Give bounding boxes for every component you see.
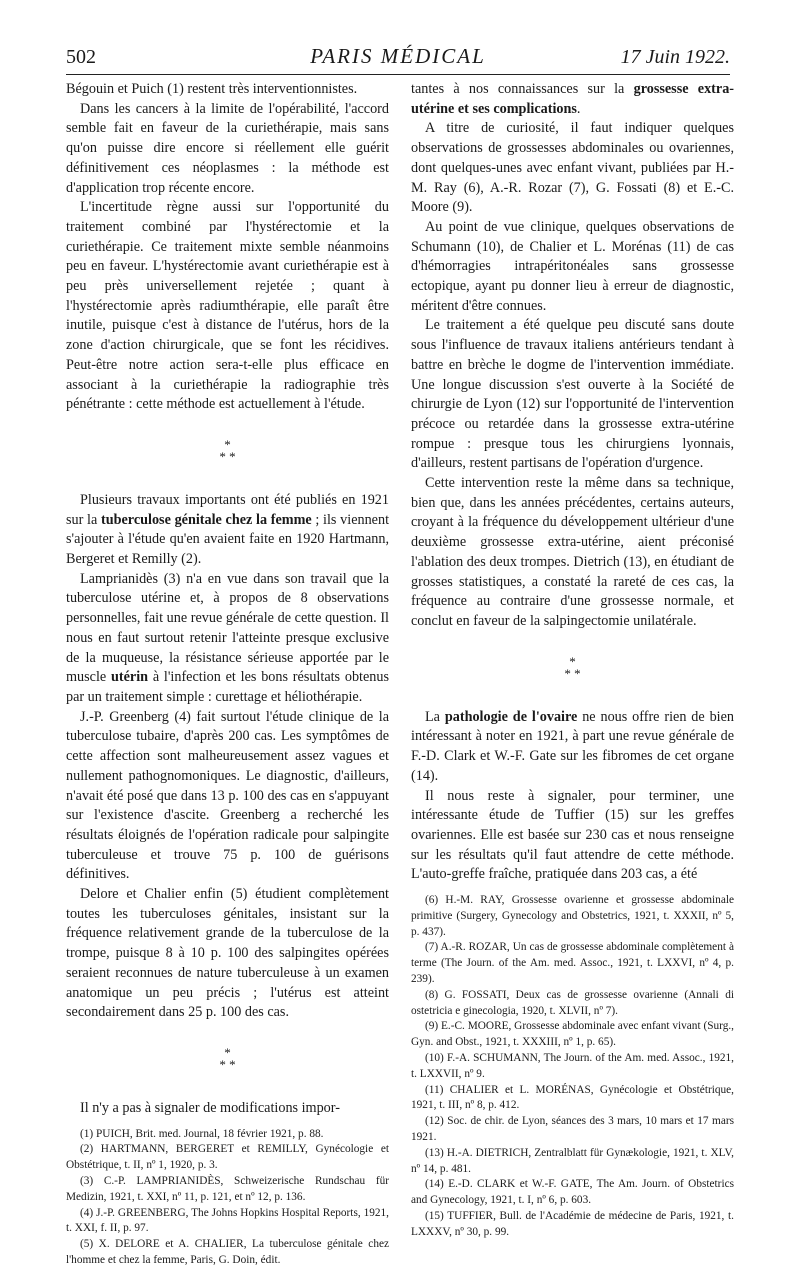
page-number: 502 — [66, 46, 96, 68]
paragraph: Il n'y a pas à signaler de modifications impor- — [80, 1099, 340, 1116]
footnote: (4) J.-P. GREENBERG, The Johns Hopkins Hospital Reports, 1921, t. XXI, f. II, p. 97. — [66, 1206, 389, 1235]
footnote: (7) A.-R. ROZAR, Un cas de grossesse abdominale complètement à terme (The Journ. of the Am. med. Assoc., 1921, t. LXXVI, nº 4, p. 239). — [411, 941, 734, 985]
paragraph: tantes à nos connaissances sur la grossesse extra-utérine et ses complications. — [411, 81, 735, 117]
paragraph: Le traitement a été quelque peu discuté sans doute sous l'influence de travaux italiens antérieurs tendant à battre en brèche le dogme de l'intervention immédiate. Une longue discussion s'est ouverte à la Société de chirurgie de Lyon (12) sur l'opportunité de l'intervention précoce ou retardée dans la grossesse extra-utérine rompue : presque tous les chirurgiens lyonnais, d'ailleurs, restent partisans de l'opération d'urgence. — [411, 317, 734, 472]
left-column — [66, 80, 389, 1269]
footnote: (10) F.-A. SCHUMANN, The Journ. of the Am. med. Assoc., 1921, t. LXXVII, nº 9. — [411, 1051, 734, 1080]
paragraph: Lamprianidès (3) n'a en vue dans son travail que la tuberculose utérine et, à propos de 8 observations personnelles, fait une revue générale de cette question. Il nous en faut surtout retenir l'atteinte presque exclusive de la muqueuse, la résistance sérieuse apportée par le muscle utérin à l'infection et les bons résultats obtenus par un traitement simple : curettage et héliothérapie. — [66, 570, 390, 705]
paragraph: Delore et Chalier enfin (5) étudient complètement toutes les tuberculoses génitales, insistant sur la fréquence relativement grande de la tuberculose de la trompe, puisque 8 à 10 p. 100 des salpingites opérées seraient reconnues de nature tuberculeuse à un examen anatomique un peu précis ; l'utérus est atteint secondairement dans 25 p. 100 des cas. — [66, 886, 389, 1021]
paragraph: Dans les cancers à la limite de l'opérabilité, l'accord semble fait en faveur de la curiethérapie, mais sans qu'on puisse dire encore si réellement elle guérit définitivement ces néoplasmes : la méthode est d'application trop récente encore. — [66, 100, 389, 196]
section-ornament: * * * — [219, 1044, 236, 1072]
journal-title: PARIS MÉDICAL — [310, 44, 486, 68]
section-ornament: * * * — [564, 653, 581, 681]
paragraph: Bégouin et Puich (1) restent très interventionnistes. — [66, 81, 358, 97]
footnote: (1) PUICH, Brit. med. Journal, 18 février 1921, p. 88. — [80, 1127, 324, 1140]
footnote: (14) E.-D. CLARK et W.-F. GATE, The Am. Journ. of Obstetrics and Gynecology, 1921, t. I, nº 6, p. 603. — [411, 1178, 734, 1207]
paragraph: A titre de curiosité, il faut indiquer quelques observations de grossesses abdominales ou ovariennes, dont quelques-unes avec enfant vivant, publiées par H.-M. Ray (6), A.-R. Rozar (7), G. Fossati (8) et E.-C. Moore (9). — [411, 120, 734, 216]
paragraph: Au point de vue clinique, quelques observations de Schumann (10), de Chalier et L. Morénas (11) de cas d'hémorragies intrapéritonéales sans grossesse ectopique, ayant pu donner lieu à erreur de diagnostic, méritent d'être connues. — [411, 218, 734, 314]
footnote: (2) HARTMANN, BERGERET et REMILLY, Gynécologie et Obstétrique, t. II, nº 1, 1920, p. 3. — [66, 1143, 389, 1172]
footnote: (6) H.-M. RAY, Grossesse ovarienne et grossesse abdominale primitive (Surgery, Gynecology and Obstetrics, 1921, t. XXXII, nº 5, p. 437). — [411, 894, 734, 938]
paragraph: La pathologie de l'ovaire ne nous offre rien de bien intéressant à noter en 1921, à part une revue générale de F.-D. Clark et W.-F. Gate sur les fibromes de cet organe (14). — [411, 708, 734, 784]
footnote: (11) CHALIER et L. MORÉNAS, Gynécologie et Obstétrique, 1921, t. III, nº 8, p. 412. — [411, 1083, 734, 1112]
footnotes — [66, 1127, 389, 1269]
paragraph: Cette intervention reste la même dans sa technique, bien que, dans les années précédentes, certains auteurs, croyant à la fréquence du développement ultérieur d'une deuxième grossesse extra-utérine, aient préconisé l'ablation des deux trompes. Dietrich (13), en étudiant de grosses statistiques, a constaté la rareté de ces cas, la fréquence au contraire d'une grossesse normale, et conclut en faveur de la salpingectomie unilatérale. — [411, 475, 734, 629]
paragraph: J.-P. Greenberg (4) fait surtout l'étude clinique de la tuberculose tubaire, d'après 200 cas. Les symptômes de cette affection sont malheureusement assez vagues et nullement pathognomoniques. Le diagnostic, d'ailleurs, n'avait été posé que dans 13 p. 100 des cas en s'appuyant sur l'existence d'ascite. Greenberg a recherché les résultats éloignés de l'opération radicale pour salpingite tuberculeuse et trouve 75 p. 100 de guérisons définitives. — [66, 708, 389, 883]
section-ornament: * * * — [219, 436, 236, 464]
footnotes — [411, 893, 734, 1241]
footnote: (15) TUFFIER, Bull. de l'Académie de médecine de Paris, 1921, t. LXXXV, nº 30, p. 99. — [411, 1209, 734, 1238]
footnote: (5) X. DELORE et A. CHALIER, La tuberculose génitale chez l'homme et chez la femme, Paris, G. Doin, édit. — [66, 1238, 389, 1267]
footnote: (12) Soc. de chir. de Lyon, séances des 3 mars, 10 mars et 17 mars 1921. — [411, 1115, 734, 1143]
footnote: (8) G. FOSSATI, Deux cas de grossesse ovarienne (Annali di ostetricia e ginecologia, 1920, t. XLVII, nº 7). — [411, 988, 734, 1017]
paragraph: Il nous reste à signaler, pour terminer, une intéressante étude de Tuffier (15) sur les greffes ovariennes. Elle est basée sur 230 cas et nous renseigne sur les résultats qu'il faut attendre de cette méthode. L'auto-greffe fraîche, pratiquée dans 203 cas, a été — [411, 787, 734, 883]
running-header — [66, 44, 730, 75]
footnote: (9) E.-C. MOORE, Grossesse abdominale avec enfant vivant (Surg., Gyn. and Obst., 1921, t. XXXIII, nº 1, p. 65). — [411, 1020, 734, 1049]
right-column — [411, 80, 734, 1241]
paragraph: Plusieurs travaux importants ont été publiés en 1921 sur la tuberculose génitale chez la femme ; ils viennent s'ajouter à l'étude qu'en avaient faite en 1920 Hartmann, Bergeret et Remilly (2). — [66, 491, 390, 568]
issue-date: 17 Juin 1922. — [620, 46, 730, 68]
footnote: (3) C.-P. LAMPRIANIDÈS, Schweizerische Rundschau für Medizin, 1921, t. XXI, nº 11, p. 121, et nº 12, p. 136. — [66, 1175, 389, 1203]
paragraph: L'incertitude règne aussi sur l'opportunité du traitement combiné par l'hystérectomie et la curiethérapie. Ce traitement mixte semble néanmoins peu en faveur. L'hystérectomie avant curiethérapie est à peu près universellement rejetée ; quant à l'hystérectomie après radiumthérapie, elle paraît être inutile, puisque c'est à distance de l'utérus, hors de la zone d'action chirurgicale, que se font les récidives. Peut-être notre action sera-t-elle plus efficace en associant à la curiethérapie la radiographie très pénétrante : cette méthode est actuellement à l'étude. — [66, 199, 389, 413]
footnote: (13) H.-A. DIETRICH, Zentralblatt für Gynækologie, 1921, t. XLV, nº 14, p. 481. — [411, 1146, 734, 1175]
